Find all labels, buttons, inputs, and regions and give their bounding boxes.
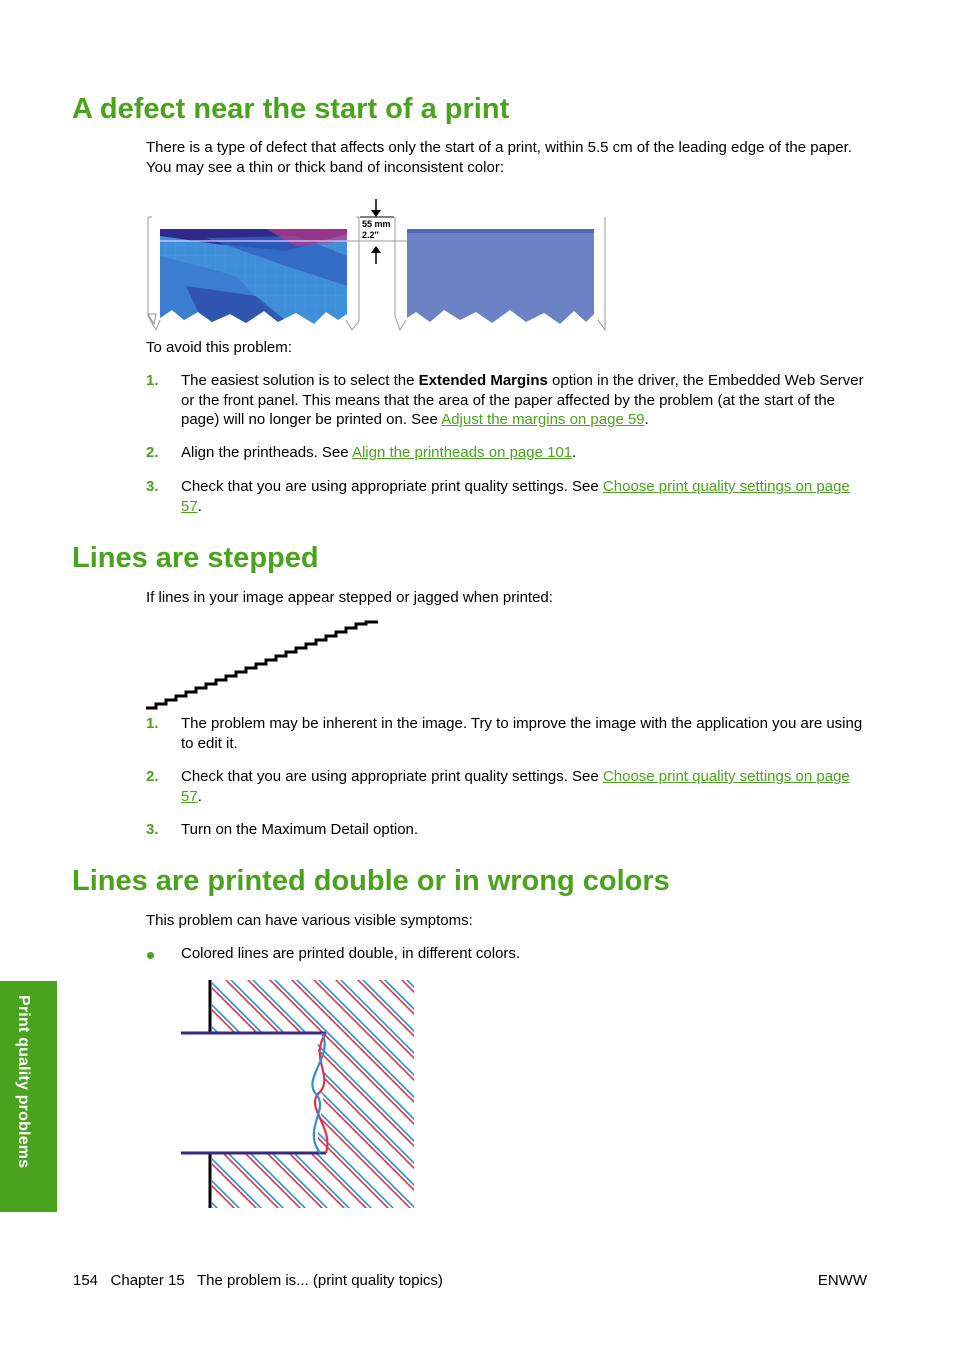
s2-step1-text: The problem may be inherent in the image. Try to improve the image with the application you are using to edit it. <box>181 715 863 752</box>
hatch-line <box>207 978 418 1210</box>
s1-step3-num: 3. <box>146 478 159 495</box>
bullet-dot <box>147 952 154 959</box>
side-tab-label: Print quality problems <box>15 995 32 1169</box>
hatch-line <box>178 978 197 1210</box>
s2-step2-text: Check that you are using appropriate print quality settings. See Choose print quality settings on page 57. <box>181 768 850 805</box>
section-title-lines-stepped: Lines are stepped <box>72 542 319 574</box>
s1-step1-text: The easiest solution is to select the Extended Margins option in the driver, the Embedded Web Server or the front panel. This means that the area of the paper affected by the problem (at the start of the page) will no longer be printed on. See Adjust the margins on page 59. <box>181 372 864 428</box>
s2-step3-text: Turn on the Maximum Detail option. <box>181 821 419 838</box>
s1-step3-text: Check that you are using appropriate print quality settings. See Choose print quality settings on page 57. <box>181 478 850 515</box>
side-tab <box>0 981 57 1212</box>
s3-bullet1-text: Colored lines are printed double, in different colors. <box>181 945 521 962</box>
hatch-line <box>180 978 412 1210</box>
hatch-line <box>202 978 418 1210</box>
link-print-quality-settings-2[interactable]: Choose print quality settings on page 57 <box>181 768 850 805</box>
avoid-text: To avoid this problem: <box>146 339 292 356</box>
link-align-printheads[interactable]: Align the printheads on page 101 <box>351 444 573 461</box>
footer-left: 154 Chapter 15 The problem is... (print quality topics) <box>73 1272 443 1289</box>
s1-step2-text: Align the printheads. See Align the printheads on page 101. <box>181 444 577 461</box>
s2-step1-num: 1. <box>146 715 159 732</box>
s1-step1-num: 1. <box>146 372 159 389</box>
hatch-line <box>312 978 418 1210</box>
hatch-line <box>185 978 417 1210</box>
hatch-line <box>178 978 329 1210</box>
hatch-line <box>178 978 373 1210</box>
hatch-line <box>356 978 418 1210</box>
section3-intro: This problem can have various visible symptoms: <box>146 912 473 929</box>
link-print-quality-settings-1[interactable]: Choose print quality settings on page 57 <box>181 478 850 515</box>
section-title-defect-start: A defect near the start of a print <box>72 93 510 125</box>
section1-intro: There is a type of defect that affects only the start of a print, within 5.5 cm of the leading edge of the paper. You may see a thin or thick band of inconsistent color: <box>146 139 852 176</box>
figure-double-lines <box>178 978 418 1210</box>
s2-step3-num: 3. <box>146 821 159 838</box>
label-in: 2.2″ <box>362 230 379 240</box>
hatch-line <box>400 978 418 1210</box>
section-title-lines-double: Lines are printed double or in wrong colors <box>72 865 670 897</box>
double-lines-illustration <box>178 978 418 1210</box>
hatch-line <box>178 978 219 1210</box>
stepped-line-illustration <box>144 620 384 712</box>
leading-edge-illustration <box>146 196 608 336</box>
s2-step2-num: 2. <box>146 768 159 785</box>
figure-leading-edge-band <box>146 196 608 336</box>
hatch-line <box>178 978 192 1210</box>
figure-stepped-line <box>144 620 384 712</box>
hatch-line <box>178 978 346 1210</box>
hatch-line <box>251 978 418 1210</box>
hatch-line <box>178 978 285 1210</box>
section2-intro: If lines in your image appear stepped or jagged when printed: <box>146 589 553 606</box>
label-mm: 55 mm <box>362 219 391 229</box>
link-adjust-margins[interactable]: Adjust the margins on page 59 <box>441 411 645 428</box>
s1-step2-num: 2. <box>146 444 159 461</box>
footer-right: ENWW <box>817 1272 867 1289</box>
hatch-line <box>178 978 302 1210</box>
